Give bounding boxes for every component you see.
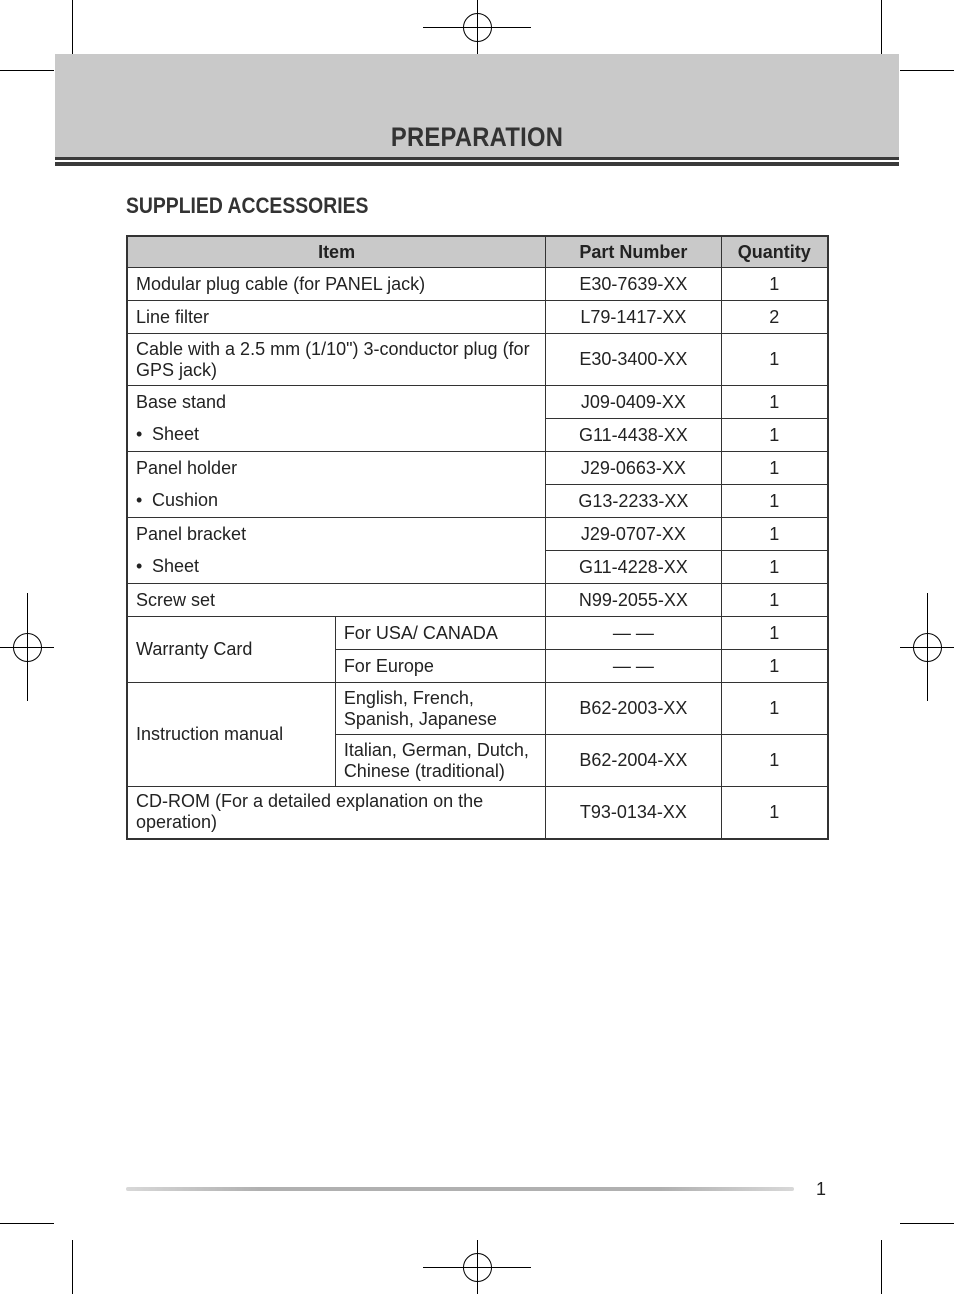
table-row (127, 268, 828, 301)
quantity-cell: 1 (721, 584, 828, 617)
table-row (127, 617, 828, 650)
header-part-number: Part Number (546, 236, 721, 268)
quantity-cell: 1 (721, 268, 828, 301)
part-number-cell: J29-0663-XX (546, 452, 721, 485)
item-cell: CD-ROM (For a detailed explanation on the operation) (127, 787, 546, 839)
quantity-cell: 1 (721, 787, 828, 839)
table-header-row (127, 236, 828, 268)
registration-mark-right (900, 593, 954, 701)
header-quantity: Quantity (721, 236, 828, 268)
item-cell: Modular plug cable (for PANEL jack) (127, 268, 546, 301)
sub-item (136, 484, 537, 516)
quantity-cell: 1 (721, 452, 828, 485)
part-number-cell: — — (546, 617, 721, 650)
quantity-cell: 1 (721, 419, 828, 452)
item-cell: Warranty Card (127, 617, 335, 683)
quantity-cell: 2 (721, 301, 828, 334)
variant-cell: English, French, Spanish, Japanese (335, 683, 545, 735)
part-number-cell: N99-2055-XX (546, 584, 721, 617)
quantity-cell: 1 (721, 485, 828, 518)
quantity-cell: 1 (721, 617, 828, 650)
table-row (127, 334, 828, 386)
item-label: Base stand (136, 392, 227, 412)
bullet: • (136, 424, 143, 444)
item-group-cell (127, 386, 546, 452)
sub-item-label: Sheet (152, 556, 200, 576)
part-number-cell: B62-2004-XX (546, 735, 721, 787)
quantity-cell: 1 (721, 334, 828, 386)
part-number-cell: G11-4228-XX (546, 551, 721, 584)
part-number-cell: E30-7639-XX (546, 268, 721, 301)
table-row (127, 386, 828, 419)
item-cell: Line filter (127, 301, 546, 334)
registration-mark-top (423, 0, 531, 54)
table-row (127, 584, 828, 617)
bullet: • (136, 490, 143, 510)
header-rule (55, 157, 899, 160)
section-title: SUPPLIED ACCESSORIES (126, 193, 369, 218)
item-group-cell (127, 452, 546, 518)
table-row (127, 518, 828, 551)
table-row (127, 683, 828, 735)
registration-mark-bottom (423, 1240, 531, 1294)
part-number-cell: G13-2233-XX (546, 485, 721, 518)
quantity-cell: 1 (721, 735, 828, 787)
header-item: Item (127, 236, 546, 268)
sub-item-label: Cushion (152, 490, 219, 510)
part-number-cell: T93-0134-XX (546, 787, 721, 839)
quantity-cell: 1 (721, 551, 828, 584)
table-row (127, 301, 828, 334)
part-number-cell: B62-2003-XX (546, 683, 721, 735)
part-number-cell: E30-3400-XX (546, 334, 721, 386)
variant-cell: For USA/ CANADA (335, 617, 545, 650)
part-number-cell: — — (546, 650, 721, 683)
item-label: Panel bracket (136, 524, 247, 544)
quantity-cell: 1 (721, 650, 828, 683)
quantity-cell: 1 (721, 518, 828, 551)
registration-mark-left (0, 593, 54, 701)
page-number: 1 (816, 1179, 827, 1199)
page-title: PREPARATION (390, 122, 564, 152)
part-number-cell: G11-4438-XX (546, 419, 721, 452)
variant-cell: Italian, German, Dutch, Chinese (traditional) (335, 735, 545, 787)
bullet: • (136, 556, 143, 576)
item-cell: Instruction manual (127, 683, 335, 787)
item-label: Panel holder (136, 458, 238, 478)
item-cell: Screw set (127, 584, 546, 617)
quantity-cell: 1 (721, 683, 828, 735)
sub-item (136, 418, 537, 450)
part-number-cell: J09-0409-XX (546, 386, 721, 419)
table-row (127, 452, 828, 485)
sub-item-label: Sheet (152, 424, 200, 444)
quantity-cell: 1 (721, 386, 828, 419)
header-rule (55, 162, 899, 166)
part-number-cell: J29-0707-XX (546, 518, 721, 551)
part-number-cell: L79-1417-XX (546, 301, 721, 334)
table-row (127, 787, 828, 839)
sub-item (136, 550, 537, 582)
footer-rule (126, 1187, 794, 1191)
item-cell: Cable with a 2.5 mm (1/10") 3-conductor plug (for GPS jack) (127, 334, 546, 386)
accessories-table (126, 235, 829, 840)
item-group-cell (127, 518, 546, 584)
variant-cell: For Europe (335, 650, 545, 683)
